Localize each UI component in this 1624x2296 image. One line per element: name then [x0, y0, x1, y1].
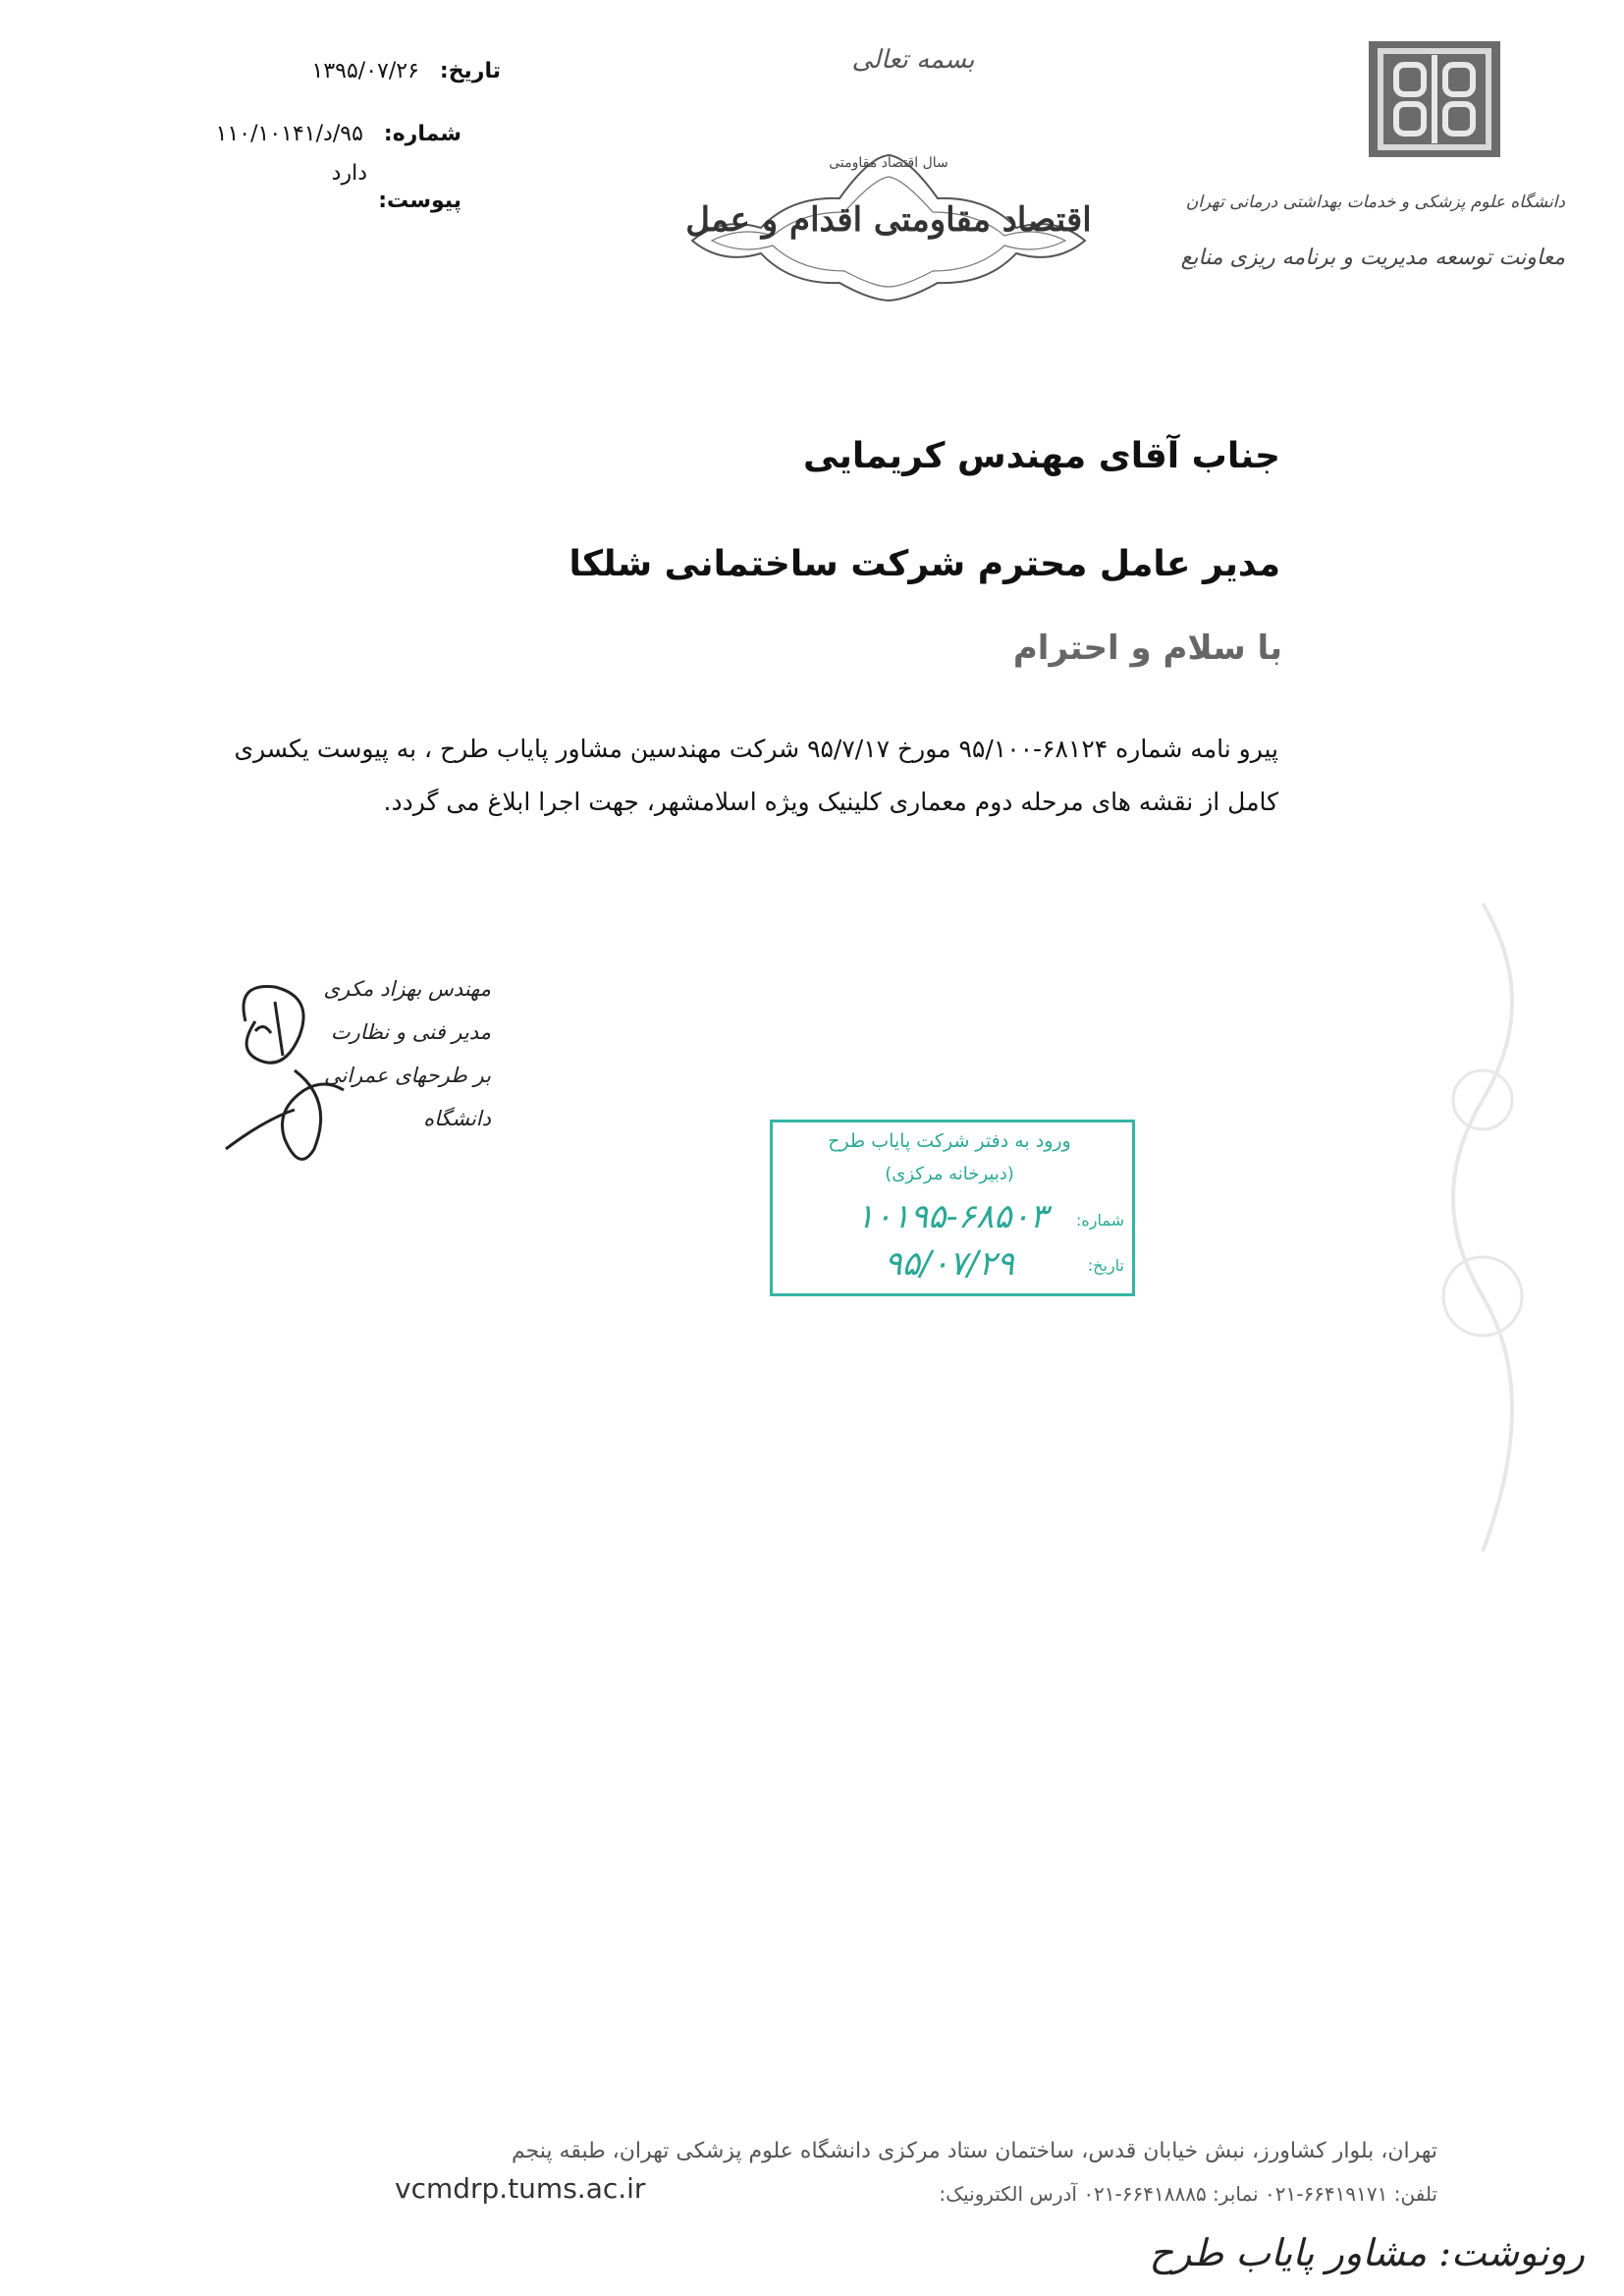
signer-scope: بر طرحهای عمرانی دانشگاه — [323, 1064, 491, 1130]
signer-role: مدیر فنی و نظارت — [330, 1020, 491, 1044]
footer-address: تهران، بلوار کشاورز، نبش خیابان قدس، ساختمان ستاد مرکزی دانشگاه علوم پزشکی تهران، طبقه پنجم — [511, 2139, 1437, 2163]
stamp-date-value: ۹۵/۰۷/۲۹ — [884, 1244, 1014, 1284]
greeting: با سلام و احترام — [1012, 629, 1282, 668]
stamp-date-label: تاریخ: — [1087, 1256, 1124, 1275]
university-name: دانشگاه علوم پزشکی و خدمات بهداشتی درمانی تهران — [1185, 192, 1565, 212]
signer-name: مهندس بهزاد مکری — [323, 977, 491, 1001]
cc-note: رونوشت: مشاور پایاب طرح — [1149, 2231, 1585, 2274]
motto-text: اقتصاد مقاومتی اقدام و عمل — [685, 200, 1092, 240]
university-emblem-icon — [1367, 39, 1502, 159]
attachment-label: پیوست: — [378, 189, 461, 213]
stamp-number-value: ۱۰۱۹۵-۶۸۵۰۳ — [856, 1197, 1048, 1236]
signature-block — [295, 967, 491, 1140]
date-value: ۱۳۹۵/۰۷/۲۶ — [311, 59, 419, 83]
footer-contact: تلفن: ۶۶۴۱۹۱۷۱-۰۲۱ نمابر: ۶۶۴۱۸۸۸۵-۰۲۱ آدرس الکترونیک: — [939, 2182, 1437, 2206]
body-line: کامل از نقشه های مرحله دوم معماری کلینیک ویژه اسلامشهر، جهت اجرا ابلاغ می گردد. — [383, 788, 1278, 816]
number-value: ۹۵/د/۱۱۰/۱۰۱۴۱ — [215, 122, 363, 146]
footer-website: vcmdrp.tums.ac.ir — [395, 2172, 646, 2205]
number-field — [215, 122, 461, 146]
attachment-value: دارد — [331, 161, 367, 186]
watermark-ornament — [1404, 884, 1561, 1571]
basmala: بسمه تعالی — [851, 45, 975, 75]
date-field — [275, 59, 501, 83]
body-line: پیرو نامه شماره ۶۸۱۲۴-۹۵/۱۰۰ مورخ ۹۵/۷/۱۷ شرکت مهندسین مشاور پایاب طرح ، به پیوست یکسری — [234, 735, 1278, 763]
stamp-subtitle: (دبیرخانه مرکزی) — [885, 1164, 1014, 1184]
stamp-number-label: شماره: — [1075, 1211, 1124, 1230]
receipt-stamp — [770, 1120, 1135, 1296]
attachment-field — [331, 161, 461, 213]
number-label: شماره: — [383, 122, 461, 146]
recipient-title: مدیر عامل محترم شرکت ساختمانی شلکا — [568, 544, 1280, 584]
motto-cartouche — [682, 137, 1095, 304]
motto-year: سال اقتصاد مقاومتی — [829, 155, 948, 171]
recipient-name: جناب آقای مهندس کریمایی — [802, 436, 1280, 476]
date-label: تاریخ: — [439, 59, 501, 83]
department-name: معاونت توسعه مدیریت و برنامه ریزی منابع — [1180, 246, 1565, 270]
stamp-title: ورود به دفتر شرکت پایاب طرح — [828, 1130, 1071, 1152]
letter-body — [120, 723, 1278, 829]
